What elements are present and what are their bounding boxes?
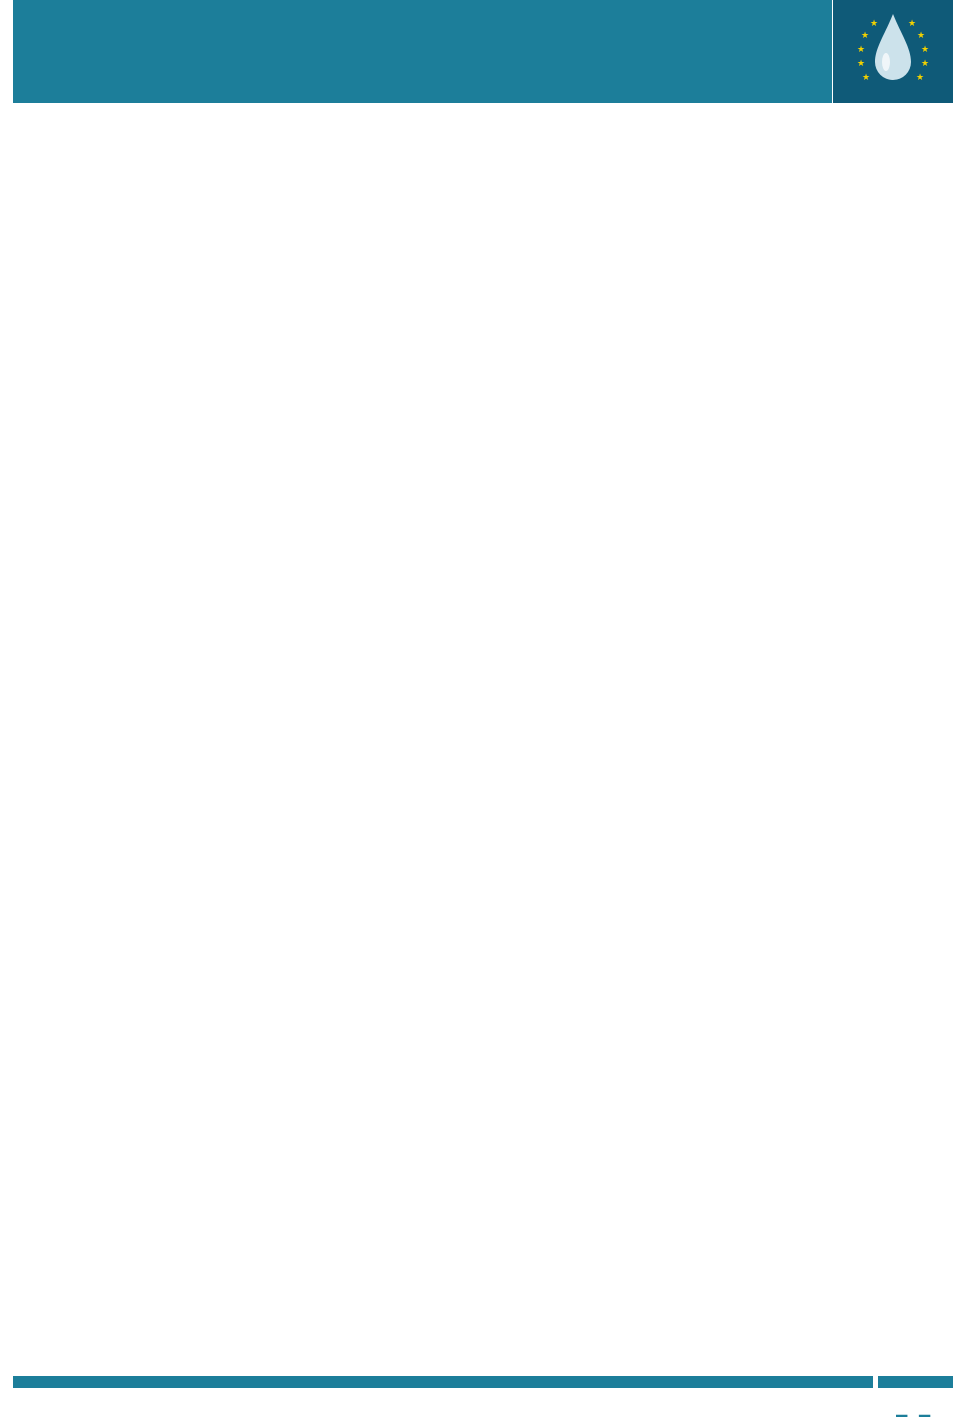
footer-page-number: — — — [896, 1404, 931, 1426]
section-425 — [13, 926, 95, 949]
svg-text:★: ★ — [870, 19, 879, 29]
section-426 — [13, 1155, 95, 1178]
svg-text:★: ★ — [921, 45, 930, 55]
svg-text:★: ★ — [857, 45, 866, 55]
footer-divider — [13, 1376, 873, 1388]
footer-divider — [878, 1376, 953, 1388]
section-421 — [13, 193, 95, 216]
logo — [832, 0, 953, 103]
svg-text:★: ★ — [861, 31, 870, 41]
page-header — [13, 0, 953, 103]
section-423 — [13, 741, 95, 764]
section-427 — [13, 1193, 95, 1216]
water-drop-eu-stars-icon — [833, 0, 953, 103]
svg-text:★: ★ — [917, 31, 926, 41]
svg-text:★: ★ — [921, 59, 930, 69]
section-424 — [13, 887, 95, 910]
section-422 — [13, 232, 95, 255]
svg-text:★: ★ — [908, 19, 917, 29]
svg-text:★: ★ — [862, 73, 871, 83]
svg-text:★: ★ — [857, 59, 866, 69]
svg-text:★: ★ — [916, 73, 925, 83]
